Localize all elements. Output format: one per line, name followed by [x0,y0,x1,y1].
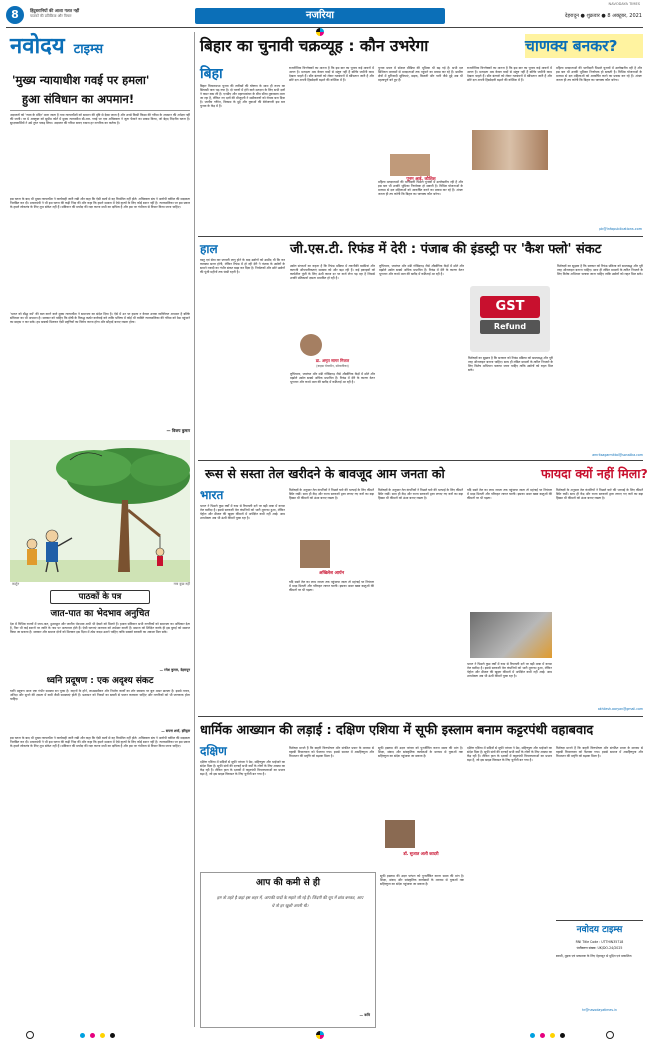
gst-side-label: हाल [200,242,218,256]
letter-2-body: ध्वनि प्रदूषण आज एक गंभीर समस्या बन चुका है। वाहनों के हॉर्न, लाउडस्पीकर और निर्माण कार्यों का शोर स्वास्थ्य पर बुरा असर डालता है। इससे तनाव, अनिद्रा और सुनने की क्षमता में कमी जैसी समस्याएं होती हैं। प्रशासन को नियमों का सख्ती से पालन करवाना चाहिए और नागरिकों को भी जागरूक होना चाहिए। [10,689,190,702]
bihar-author-photo [390,154,430,176]
bihar-headline-b: चाणक्य बनकर? [525,34,643,58]
bihar-body-2: राजनीतिक विश्लेषकों का मानना है कि इस बार का चुनाव कई मायनों में अलग है। मतदाता अब केवल वादों से संतुष्ट नहीं हैं बल्कि जमीनी काम देखना चाहते हैं। सीट बंटवारे को लेकर गठबंधनों में खींचतान जारी है और छोटे दल अपनी हिस्सेदारी बढ़ाने की कोशिश में हैं। [289,66,374,83]
editorial-rule [10,110,190,111]
registration-ring-bottom-right [606,1031,614,1039]
registration-ring-bottom-left [26,1031,34,1039]
color-dot-magenta-2 [540,1033,545,1038]
cartoon-caption: कार्टून [12,582,20,586]
letter-2-title: ध्वनि प्रदूषण : एक अदृश्य संकट [46,676,154,686]
top-left-note-1: हिंदुस्तानियों की आशा गलत नहीं [30,8,80,13]
top-left-note-2: पाठकों की प्रतिक्रिया और विचार [30,14,72,18]
gst-body-4: विशेषज्ञों का सुझाव है कि सरकार को रिफंड प्रक्रिया को समयबद्ध और पूरी तरह ऑनलाइन बनाना चाहिए। साथ ही लंबित मामलों के त्वरित निपटारे के लिए विशेष अभियान चलाया जाना चाहिए ताकि उद्योगों को राहत मिल सके। [557,264,643,277]
bihar-drop-cap: बिहा [200,66,223,82]
imprint-line: स्वामी, मुद्रक एवं प्रकाशक के लिए देहरादून से मुद्रित एवं प्रकाशित। [556,954,633,958]
sufi-body-1: दक्षिण एशिया में सदियों से सूफी परंपरा ने प्रेम, सहिष्णुता और भाईचारे का संदेश दिया है। सूफी संतों की दरगाहें सभी धर्मों के लोगों के लिए आस्था का केंद्र रही हैं। लेकिन हाल के दशकों में कट्टरपंथी विचारधाराओं का प्रभाव बढ़ा है, जो इस साझा विरासत के लिए चुनौती बन गया है। [200,760,285,777]
color-dot-yellow [100,1033,105,1038]
color-dot-yellow-2 [550,1033,555,1038]
gst-body-1: उद्योग संगठनों का कहना है कि रिफंड प्रक्रिया में तकनीकी खामियां और कागजी औपचारिकताएं समस्या को और बढ़ा रही हैं। कई इकाइयों को कार्यशील पूंजी के लिए ऊंची ब्याज दर पर कर्ज लेना पड़ रहा है जिससे उनकी प्रतिस्पर्धा क्षमता प्रभावित हो रही है। [290,264,375,281]
poem-sign: — कवि [359,1013,370,1017]
bihar-email[interactable]: pk@infapublications.com [599,227,642,231]
color-dot-cyan [80,1033,85,1038]
gst-refund-graphic [470,286,550,352]
oil-bottom-rule [198,716,643,717]
editorial-headline-1: 'मुख्य न्यायाधीश गवई पर हमला' [12,73,150,87]
oil-author-photo [300,540,330,568]
gst-author-role: (वाइस चेयरमैन, सोनालीका) [316,364,349,368]
registration-mark-top [316,28,324,36]
letter-1-title: जात-पात का भेदभाव अनुचित [50,609,150,619]
oil-side-label: भारत [200,488,224,502]
letter-1-sign: — रमेश कुमार, देहरादून [159,668,190,672]
registration-mark-bottom [316,1031,324,1039]
oil-body-6: विशेषज्ञों के अनुसार तेल कंपनियों ने पिछले घाटे की भरपाई के लिए कीमतें स्थिर रखीं। साथ ही केंद्र और राज्य सरकारों द्वारा लगाए गए करों का बड़ा हिस्सा भी कीमतों को ऊंचा बनाए रखता है। [556,488,643,501]
page-number-badge: 8 [6,6,24,24]
sufi-body-6: सूफी इस्लाम की उदार परंपरा को पुनर्जीवित करना समय की मांग है। शिक्षा, संवाद और सांस्कृतिक कार्यक्रमों के माध्यम से युवाओं तक सहिष्णुता का संदेश पहुंचाया जा सकता है। [380,874,464,887]
dateline: देहरादून ● शुक्रवार ● 8 अक्टूबर, 2021 [564,13,642,19]
sufi-side-label: दक्षिण [200,744,227,758]
letter-1-body: देश में विभिन्न राज्यों में जात-पात, छुआछूत और जातीय भेदभाव अभी भी देखने को मिलते हैं। हमारा संविधान सभी नागरिकों को समानता का अधिकार देता है, फिर भी कई स्थानों पर जाति के नाम पर अत्याचार होते हैं। ऐसी घटनाएं मानवता को शर्मसार करती हैं। समाज को शिक्षित करके ही इस बुराई को समाप्त किया जा सकता है। सरकार और समाज दोनों को मिलकर इस दिशा में ठोस कदम उठाने चाहिए ताकि सबको बराबरी का अवसर मिल सके। [10,622,190,635]
oil-body-2: विशेषज्ञों के अनुसार तेल कंपनियों ने पिछले घाटे की भरपाई के लिए कीमतें स्थिर रखीं। साथ ही केंद्र और राज्य सरकारों द्वारा लगाए गए करों का बड़ा हिस्सा भी कीमतों को ऊंचा बनाए रखता है। [289,488,374,501]
masthead-brand [10,32,190,62]
bihar-body-3b: महिला मतदाताओं की भागीदारी पिछले चुनावों में उल्लेखनीय रही है और इस बार भी उनकी भूमिका निर्णायक हो सकती है। विभिन्न योजनाओं के माध्यम से दल महिलाओं को आकर्षित करने का प्रयास कर रहे हैं। अंततः जनता ही तय करेगी कि बिहार का चाणक्य कौन बनेगा। [378,180,463,197]
gst-body-2: लुधियाना, जालंधर और मंडी गोबिंदगढ़ जैसे औद्योगिक केंद्रों में छोटे और मझोले उद्योग सबसे अधिक प्रभावित हैं। रिफंड में देरी के कारण वेतन भुगतान और कच्चे माल की खरीद में कठिनाई आ रही है। [379,264,464,277]
gst-body-1b: लुधियाना, जालंधर और मंडी गोबिंदगढ़ जैसे औद्योगिक केंद्रों में छोटे और मझोले उद्योग सबसे अधिक प्रभावित हैं। रिफंड में देरी के कारण वेतन भुगतान और कच्चे माल की खरीद में कठिनाई आ रही है। [290,372,375,385]
gst-side-text: वस्तु एवं सेवा कर प्रणाली लागू होने के बाद उद्योगों को उम्मीद थी कि कर व्यवस्था सरल होगी, लेकिन रिफंड में हो रही देरी ने पंजाब के उद्योगों के सामने नकदी का गंभीर संकट खड़ा कर दिया है। निर्यातकों और छोटे उद्योगों की पूंजी महीनों तक फंसी रहती है। [200,258,285,275]
sufi-body-3: सूफी इस्लाम की उदार परंपरा को पुनर्जीवित करना समय की मांग है। शिक्षा, संवाद और सांस्कृतिक कार्यक्रमों के माध्यम से युवाओं तक सहिष्णुता का संदेश पहुंचाया जा सकता है। [378,746,463,759]
editorial-body-b: इस घटना के बाद भी मुख्य न्यायाधीश ने कार्यवाही जारी रखी और कहा कि ऐसी बातों से वह विचलित नहीं होते। अधिवक्ता संघ ने आरोपी वकील की सदस्यता निलंबित कर दी। प्रधानमंत्री ने भी इस घटना की कड़ी निंदा की और कहा कि हमारे समाज में ऐसे कृत्यों के लिए कोई स्थान नहीं है। न्यायपालिका पर इस प्रकार के हमले लोकतंत्र के लिए शुभ संकेत नहीं हैं। संविधान की मर्यादा की रक्षा करना सभी का दायित्व है और इस पर गंभीरता से विचार किया जाना चाहिए। [10,197,190,210]
gst-badge-2: Refund [480,320,540,334]
oil-body-4: यदि सस्ते तेल का लाभ जनता तक पहुंचाया जाता तो महंगाई पर नियंत्रण में मदद मिलती और परिवहन लागत घटती। इसका असर खाद्य वस्तुओं की कीमतों पर भी पड़ता। [467,488,552,501]
oil-body-3: विशेषज्ञों के अनुसार तेल कंपनियों ने पिछले घाटे की भरपाई के लिए कीमतें स्थिर रखीं। साथ ही केंद्र और राज्य सरकारों द्वारा लगाए गए करों का बड़ा हिस्सा भी कीमतों को ऊंचा बनाए रखता है। [378,488,463,501]
oil-body-2b: यदि सस्ते तेल का लाभ जनता तक पहुंचाया जाता तो महंगाई पर नियंत्रण में मदद मिलती और परिवहन लागत घटती। इसका असर खाद्य वस्तुओं की कीमतों पर भी पड़ता। [289,580,374,593]
oil-email[interactable]: akhilesh.aaryan@gmail.com [597,707,643,711]
cartoon-panel [10,440,190,582]
gst-body-3: विशेषज्ञों का सुझाव है कि सरकार को रिफंड प्रक्रिया को समयबद्ध और पूरी तरह ऑनलाइन बनाना चाहिए। साथ ही लंबित मामलों के त्वरित निपटारे के लिए विशेष अभियान चलाया जाना चाहिए ताकि उद्योगों को राहत मिल सके। [468,356,553,373]
masthead-brand-times: टाइम्स [73,42,104,57]
sufi-body-2: विशेषज्ञ मानते हैं कि बाहरी वित्तपोषण और संगठित प्रचार के माध्यम से वहाबी विचारधारा को फैलाया गया। इससे समाज में असहिष्णुता और विभाजन की प्रवृत्ति को बढ़ावा मिला है। [289,746,374,759]
poem-body: हम तो ठहरे है कहां इस शहर में, आपकी यादों के सहारे जी रहे हैं। जिंदगी की धूप में छांव बनकर, आप थे तो हर खुशी अपनी थी। [216,895,364,908]
bihar-headline-a: बिहार का चुनावी चक्रव्यूह : कौन उभरेगा [200,37,429,55]
bihar-author-name: पूनम आई. कौशिश [406,176,436,181]
gst-badge-1: GST [480,296,540,318]
poem-title: आप की कमी से ही [256,878,320,888]
bihar-bottom-rule [198,236,643,237]
oil-headline-a: रूस से सस्ता तेल खरीदने के बावजूद आम जनता को [205,466,445,481]
oil-author-name: अखिलेश आर्यन [318,571,345,576]
letters-heading: पाठकों के पत्र [78,592,122,602]
bihar-body-1: बिहार विधानसभा चुनाव की तारीखों की घोषणा के साथ ही राज्य का सियासी पारा चढ़ गया है। दो चरणों में होने वाले मतदान के लिए सभी दलों ने कमर कस ली है। एनडीए और महागठबंधन के बीच सीधा मुकाबला माना जा रहा है, लेकिन नए दलों की मौजूदगी ने समीकरणों को रोचक बना दिया है। जातीय गणित, विकास के मुद्दे और युवाओं की बेरोजगारी इस बार चुनाव के केंद्र में हैं। [200,84,285,109]
gst-author-photo [300,334,322,356]
imprint-brand: नवोदय टाइम्स [576,925,623,935]
sufi-body-5: विशेषज्ञ मानते हैं कि बाहरी वित्तपोषण और संगठित प्रचार के माध्यम से वहाबी विचारधारा को फैलाया गया। इससे समाज में असहिष्णुता और विभाजन की प्रवृत्ति को बढ़ावा मिला है। [556,746,643,759]
editorial-headline-2: हुआ संविधान का अपमान! [22,92,135,106]
editorial-body-a: अदालतों को 'न्याय के मंदिर' माना जाता है तथा न्यायाधीशों को सम्मान की दृष्टि से देखा जाता है और उनसे किसी किस्म की गरिमा के अपमान की अपेक्षा नहीं की जाती। पर 6 अक्टूबर को सुप्रीम कोर्ट में मुख्य न्यायाधीश बी.आर. गवई पर एक अधिवक्ता ने जूता फेंकने का प्रयास किया, जो बेहद निंदनीय घटना है। सुरक्षाकर्मियों ने उसे तुरंत पकड़ लिया। अदालत की गरिमा बनाए रखना हर नागरिक का कर्तव्य है। [10,113,190,126]
letter-2-sign: — सपना शर्मा, हरिद्वार [161,729,190,733]
sufi-headline: धार्मिक आख्यान की लड़ाई : दक्षिण एशिया में सूफी इस्लाम बनाम कट्टरपंथी वहाबवाद [200,723,594,738]
sufi-author-name: डॉ. सुजात अली कादरी [403,851,439,856]
site-label: NAVODAYA TIMES [608,2,640,6]
bihar-body-3: चुनाव प्रचार में सोशल मीडिया की भूमिका भी बढ़ गई है। सभी दल डिजिटल माध्यमों से मतदाताओं तक पहुंचने का प्रयास कर रहे हैं। ग्रामीण क्षेत्रों में बुनियादी सुविधाएं, सड़क, बिजली और पानी जैसे मुद्दे अब भी महत्वपूर्ण बने हुए हैं। [378,66,463,83]
oil-headline-b: फायदा क्यों नहीं मिला? [541,466,648,481]
top-divider [6,27,643,28]
cartoon-note: नया कुछ नहीं [173,582,190,586]
oil-body-1: भारत ने पिछले कुछ वर्षों में रूस से रियायती दरों पर बड़ी मात्रा में कच्चा तेल खरीदा है। इससे सरकारी तेल कंपनियों को भारी मुनाफा हुआ, लेकिन पेट्रोल और डीजल की खुदरा कीमतों में अपेक्षित कमी नहीं आई। आम उपभोक्ता अब भी ऊंची कीमतें चुका रहा है। [200,504,285,521]
imprint-regd: पंजीकरण संख्या: UK/DO-24/2025 [576,946,623,950]
letter-2-body-cont: इस घटना के बाद भी मुख्य न्यायाधीश ने कार्यवाही जारी रखी और कहा कि ऐसी बातों से वह विचलित नहीं होते। अधिवक्ता संघ ने आरोपी वकील की सदस्यता निलंबित कर दी। प्रधानमंत्री ने भी इस घटना की कड़ी निंदा की और कहा कि हमारे समाज में ऐसे कृत्यों के लिए कोई स्थान नहीं है। न्यायपालिका पर इस प्रकार के हमले लोकतंत्र के लिए शुभ संकेत नहीं हैं। संविधान की मर्यादा की रक्षा करना सभी का दायित्व है और इस पर गंभीरता से विचार किया जाना चाहिए। [10,736,190,749]
color-dot-black-2 [560,1033,565,1038]
oil-photo [470,612,552,658]
gst-headline: जी.एस.टी. रिफंड में देरी : पंजाब की इंडस्ट्री पर 'कैश फ्लो' संकट [290,242,602,257]
color-dot-black [110,1033,115,1038]
sufi-body-4: दक्षिण एशिया में सदियों से सूफी परंपरा ने प्रेम, सहिष्णुता और भाईचारे का संदेश दिया है। सूफी संतों की दरगाहें सभी धर्मों के लोगों के लिए आस्था का केंद्र रही हैं। लेकिन हाल के दशकों में कट्टरपंथी विचारधाराओं का प्रभाव बढ़ा है, जो इस साझा विरासत के लिए चुनौती बन गया है। [467,746,552,763]
gst-author-name: डा. अमृत सागर मित्तल [315,358,350,363]
color-dot-cyan-2 [530,1033,535,1038]
imprint-rni: RNI Title Code : UTTHIN35718 [575,940,624,944]
imprint-email[interactable]: hr@navodayatimes.in [582,1008,617,1012]
oil-body-5: भारत ने पिछले कुछ वर्षों में रूस से रियायती दरों पर बड़ी मात्रा में कच्चा तेल खरीदा है। इससे सरकारी तेल कंपनियों को भारी मुनाफा हुआ, लेकिन पेट्रोल और डीजल की खुदरा कीमतों में अपेक्षित कमी नहीं आई। आम उपभोक्ता अब भी ऊंची कीमतें चुका रहा है। [467,662,552,679]
editorial-body-c: 'भारत को बौद्ध धर्म' की बात करने वाले मुख्य न्यायाधीश ने समानता का संदेश दिया है। ऐसे में उन पर हमला न केवल उनका व्यक्तिगत अपमान है बल्कि संविधान का भी अपमान है। सरकार को चाहिए कि दोषी के विरुद्ध कठोर कार्रवाई करे ताकि भविष्य में कोई भी व्यक्ति न्यायपालिका की गरिमा को ठेस पहुंचाने का साहस न कर सके। हम सबको मिलकर ऐसी प्रवृत्तियों का विरोध करना होगा और सौहार्द बनाए रखना होगा। [10,312,190,325]
section-title: नजरिया [305,10,335,21]
gst-bottom-rule [198,460,643,461]
column-divider-left [194,32,195,1027]
sufi-author-photo [385,820,415,848]
editorial-byline: — विजय कुमार [166,428,190,433]
bihar-body-4: राजनीतिक विश्लेषकों का मानना है कि इस बार का चुनाव कई मायनों में अलग है। मतदाता अब केवल वादों से संतुष्ट नहीं हैं बल्कि जमीनी काम देखना चाहते हैं। सीट बंटवारे को लेकर गठबंधनों में खींचतान जारी है और छोटे दल अपनी हिस्सेदारी बढ़ाने की कोशिश में हैं। [467,66,552,83]
color-dot-magenta [90,1033,95,1038]
gst-email[interactable]: amritsagarmittal@sonalika.com [592,453,643,457]
cartoon-illustration [10,440,190,582]
bihar-leaders-photo [472,130,548,170]
masthead-brand-hindi: नवोदय [10,34,65,59]
bihar-body-5: महिला मतदाताओं की भागीदारी पिछले चुनावों में उल्लेखनीय रही है और इस बार भी उनकी भूमिका निर्णायक हो सकती है। विभिन्न योजनाओं के माध्यम से दल महिलाओं को आकर्षित करने का प्रयास कर रहे हैं। अंततः जनता ही तय करेगी कि बिहार का चाणक्य कौन बनेगा। [556,66,642,83]
